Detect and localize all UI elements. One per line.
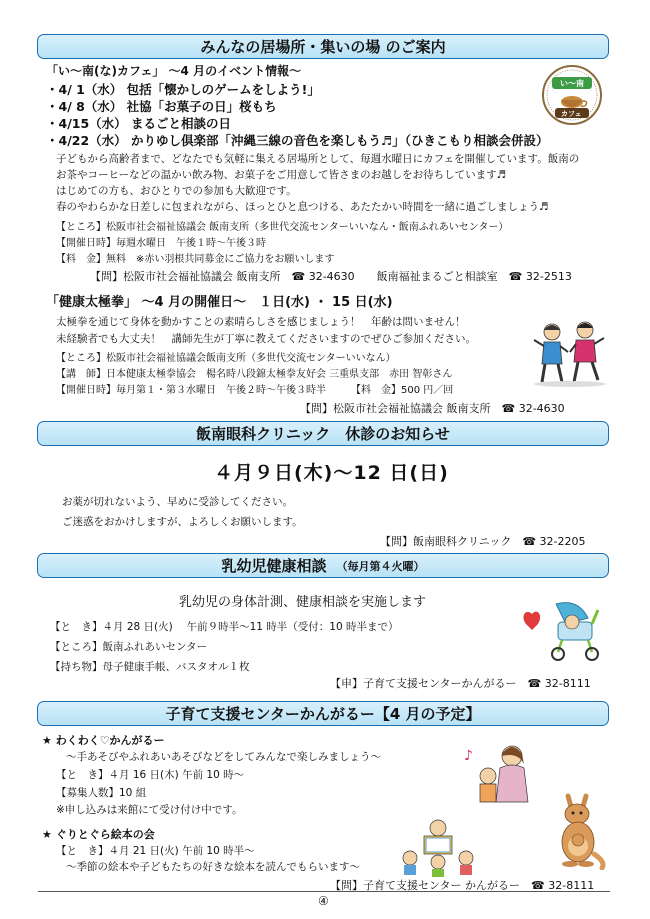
section-title: 飯南眼科クリニック 休診のお知らせ xyxy=(196,425,450,443)
section-banner-clinic xyxy=(37,421,609,446)
taikyoku-desc: 太極拳を通じて身体を動かすことの素晴らしさを感じましょう！ 年齢は問いません！ xyxy=(56,316,466,328)
cafe-desc: はじめての方も、おひとりでの参加も大歓迎です。 xyxy=(56,185,297,197)
taikyoku-detail: 【講 師】日本健康太極拳協会 楊名時八段錦太極拳友好会 三重県支部 赤田 智彰さん xyxy=(56,369,453,380)
stroller-baby-illustration xyxy=(518,594,602,664)
event-line: ・4/ 1（水） 包括「懐かしのゲームをしよう!」 xyxy=(46,82,320,97)
infant-lead: 乳幼児の身体計測、健康相談を実施します xyxy=(179,595,427,610)
cafe-logo xyxy=(541,64,603,126)
cafe-detail: 【開催日時】毎週水曜日 午後１時～午後３時 xyxy=(56,238,266,249)
cafe-detail: 【ところ】松阪市社会福祉協議会 飯南支所（多世代交流センターいいなん・飯南ふれあいセンター） xyxy=(56,222,509,233)
footer-divider xyxy=(38,891,610,892)
clinic-contact: 【問】飯南眼科クリニック ☎ 32-2205 xyxy=(380,535,586,548)
infant-detail: 【ところ】飯南ふれあいセンター xyxy=(50,641,208,653)
section-subtitle: （毎月第４火曜） xyxy=(336,559,425,573)
section-banner-kangaroo xyxy=(37,701,609,726)
taikyoku-desc: 未経験者でも大丈夫！ 講師先生が丁寧に教えてくださいますのでぜひご参加ください。 xyxy=(56,333,476,345)
infant-detail: 【持ち物】母子健康手帳、バスタオル１枚 xyxy=(50,661,250,673)
kangaroo-illustration xyxy=(552,792,608,870)
cafe-desc: 子どもから高齢者まで、どなたでも気軽に集える居場所として、毎週水曜日にカフェを開催しています。飯南の xyxy=(56,153,580,165)
closure-dates: ４月９日(木)～12 日(日) xyxy=(214,462,449,484)
cafe-desc: お茶やコーヒーなどの温かい飲み物、お菓子をご用意して皆さまのお越しをお待ちしています♬ xyxy=(56,169,506,181)
section-title: みんなの居場所・集いの場 のご案内 xyxy=(200,38,446,56)
infant-detail: 【と き】４月 28 日(火) 午前９時半～11 時半（受付：10 時半まで） xyxy=(50,621,399,633)
section-banner-ibasho xyxy=(37,34,609,59)
clinic-desc: ご迷惑をおかけしますが、よろしくお願いします。 xyxy=(62,516,303,528)
cafe-detail: 【料 金】無料 ※赤い羽根共同募金にご協力をお願いします xyxy=(56,254,335,265)
cafe-heading: 「い～南(な)カフェ」 ～4 月のイベント情報～ xyxy=(46,64,302,78)
item1-line: 【と き】４月 16 日(木) 午前 10 時～ xyxy=(56,769,245,781)
event-line: ・4/15（水） まるごと相談の日 xyxy=(46,116,232,131)
section-title: 子育て支援センターかんがるー【4 月の予定】 xyxy=(165,705,481,723)
cafe-desc: 春のやわらかな日差しに包まれながら、ほっとひと息つける、あたたかい時間を一緒に過ごしましょう♬ xyxy=(56,201,549,213)
item2-title: ★ ぐりとぐら絵本の会 xyxy=(42,828,155,841)
item2-line: 【と き】４月 21 日(火) 午前 10 時半～ xyxy=(56,845,255,857)
item1-title: ★ わくわく♡かんがるー xyxy=(42,734,165,747)
item1-line: ※申し込みは来館にて受け付け中です。 xyxy=(56,804,243,816)
svg-text:♪: ♪ xyxy=(464,748,473,764)
event-line: ・4/ 8（水） 社協「お菓子の日」桜もち xyxy=(46,99,277,114)
cafe-contact: 【問】松阪市社会福祉協議会 飯南支所 ☎ 32-4630 飯南福祉まるごと相談室 ☎ 32-2513 xyxy=(90,270,572,283)
page-number: ④ xyxy=(318,894,329,908)
event-line: ・4/22（水） かりゆし倶楽部「沖縄三線の音色を楽しもう♬」（ひきこもり相談会併設） xyxy=(46,133,549,148)
taichi-people-illustration xyxy=(530,318,610,388)
item2-line: ～季節の絵本や子どもたちの好きな絵本を読んでもらいます～ xyxy=(66,861,360,873)
taikyoku-detail: 【ところ】松阪市社会福祉協議会飯南支所（多世代交流センターいいなん） xyxy=(56,353,396,364)
kangaroo-contact: 【問】子育て支援センター かんがるー ☎ 32-8111 xyxy=(330,879,595,892)
section-title: 乳幼児健康相談 xyxy=(221,557,327,575)
picture-book-illustration xyxy=(400,818,476,878)
taikyoku-heading: 「健康太極拳」 ～4 月の開催日～ １日(水) ・ 15 日(水) xyxy=(46,295,393,310)
infant-contact: 【申】子育て支援センターかんがるー ☎ 32-8111 xyxy=(330,677,591,690)
logo-text-bottom: カフェ xyxy=(561,110,582,118)
clinic-desc: お薬が切れないよう、早めに受診してください。 xyxy=(62,496,293,508)
logo-text-top: い～南 xyxy=(560,79,584,88)
mother-child-illustration xyxy=(462,742,538,812)
item1-line: 【募集人数】10 組 xyxy=(56,787,147,799)
item1-line: ～手あそびやふれあいあそびなどをしてみんなで楽しみましょう～ xyxy=(66,751,381,763)
taikyoku-contact: 【問】松阪市社会福祉協議会 飯南支所 ☎ 32-4630 xyxy=(300,402,565,415)
section-banner-infant xyxy=(37,553,609,578)
taikyoku-detail: 【開催日時】毎月第１・第３水曜日 午後２時～午後３時半 【料 金】500 円／回 xyxy=(56,385,454,396)
